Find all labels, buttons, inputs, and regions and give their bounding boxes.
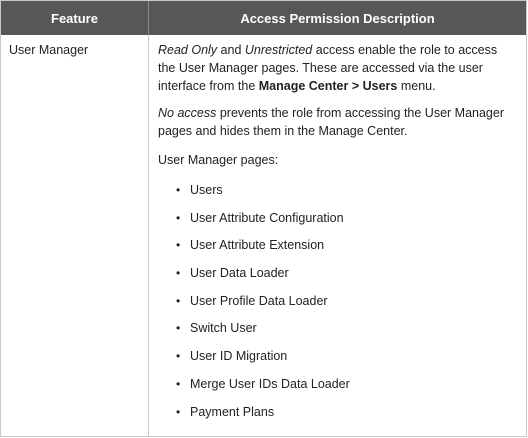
unrestricted-term: Unrestricted (244, 43, 313, 57)
bullet-icon: • (176, 349, 181, 364)
list-item-label: User Attribute Configuration (190, 210, 344, 225)
header-description: Access Permission Description (240, 10, 435, 26)
and-text: and (217, 43, 245, 57)
list-item-label: User Profile Data Loader (190, 293, 328, 308)
list-item (158, 209, 516, 237)
read-only-term: Read Only (158, 43, 218, 57)
list-item-label: User Data Loader (190, 266, 289, 281)
list-item (158, 403, 516, 431)
list-item (158, 375, 516, 403)
list-item (158, 181, 516, 209)
list-item (158, 264, 516, 292)
list-item-label: Users (190, 183, 223, 197)
bullet-icon: • (176, 293, 181, 308)
header-feature: Feature (1, 1, 149, 35)
bullet-icon: • (176, 266, 181, 281)
access-paragraph (158, 41, 516, 95)
description-cell (149, 35, 526, 436)
feature-cell: User Manager (1, 35, 149, 436)
menu-path: Manage Center > Users (258, 79, 398, 93)
list-item (158, 236, 516, 264)
list-item-label: Payment Plans (190, 404, 275, 419)
user-manager-pages-list (158, 181, 516, 430)
no-access-text: prevents the role from accessing the User Manager pages and hides them in the Manage Center. (158, 106, 504, 138)
bullet-icon: • (176, 210, 181, 225)
bullet-icon: • (176, 183, 181, 197)
no-access-term: No access (158, 106, 217, 120)
list-item (158, 292, 516, 320)
bullet-icon: • (176, 376, 181, 391)
bullet-icon: • (176, 238, 181, 253)
menu-suffix: menu. (397, 79, 436, 93)
pages-intro: User Manager pages: (158, 153, 279, 167)
no-access-paragraph (158, 104, 516, 140)
list-item-label: Switch User (190, 321, 257, 336)
access-text: access enable the role to access the User Manager pages. These are accessed via the user interface from the (158, 43, 498, 93)
list-item-label: Merge User IDs Data Loader (190, 376, 350, 391)
list-item-label: User ID Migration (190, 349, 288, 364)
bullet-icon: • (176, 321, 181, 336)
list-item (158, 347, 516, 375)
bullet-icon: • (176, 404, 181, 419)
list-item-label: User Attribute Extension (190, 238, 325, 253)
table-header-row (1, 1, 526, 35)
list-item (158, 319, 516, 347)
table-row (1, 35, 526, 436)
